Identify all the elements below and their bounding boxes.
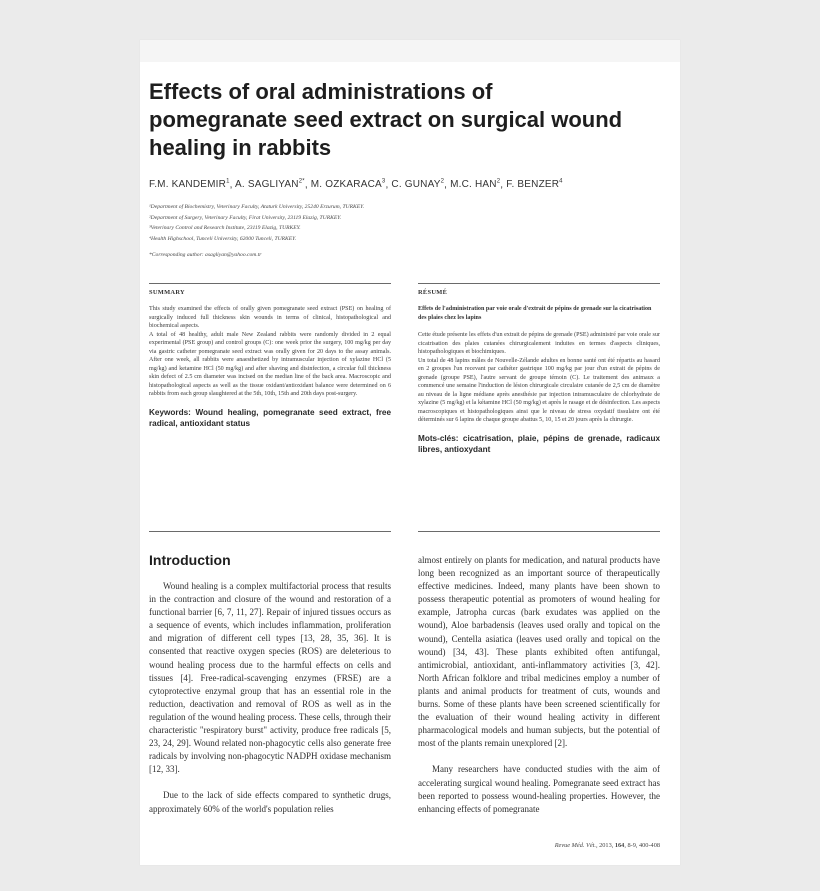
journal-name: Revue Méd. Vét. [554, 842, 596, 849]
keywords-list: Wound healing, pomegranate seed extract, free radical, antioxidant status [149, 407, 391, 428]
resume-paragraph: Un total de 48 lapins mâles de Nouvelle-Zélande adultes en bonne santé ont été répartis au hasard en 2 groupes l'un recevant par cathéter gastrique 100 mg/kg par jour d'un extrait de pépins de grenade (groupe PSE), l'autre servant de groupe témoin (C). Le traitement des animaux a commencé une semaine l'induction de lésion chirurgicale circulaire cutanée de 2,5 cm de diamètre au niveau de la ligne médiane après anesthésie par injection intramusculaire de chlorhydrate de xylazine (5 mg/kg) et la kétamine HCl (50 mg/kg) et après le rasage et de désinfection. Les aspects macroscopiques et histopathologiques ainsi que le niveau de stress oxydatif tissulaire ont été déterminés sur 6 lapins de chaque groupe abattus 5, 10, 15 et 20 jours après la chirurgie. [418, 357, 660, 423]
author: C. GUNAY$^2$ [391, 179, 445, 191]
resume-top-rule [418, 283, 660, 284]
affiliation: ¹Department of Biochemistry, Veterinary Faculty, Ataturk University, 25240 Erzurum, TURKEY. [149, 204, 365, 210]
paper-title: Effects of oral administrations of pomegranate seed extract on surgical wound healing in rabbits [149, 79, 623, 160]
mots-cles-list: cicatrisation, plaie, pépins de grenade, radicaux libres, antioxydant [418, 433, 660, 454]
page-top-strip [140, 40, 680, 62]
summary-top-rule [149, 283, 391, 284]
introduction-right-column [418, 554, 660, 816]
summary-paragraph: This study examined the effects of orally given pomegranate seed extract (PSE) on healing of surgically induced full thickness skin wounds in terms of clinical, histopathological and biochemical aspects. [149, 306, 391, 329]
affiliation: ³Veterinary Control and Research Institute, 23119 Elazig, TURKEY. [149, 225, 301, 231]
summary-heading: SUMMARY [149, 289, 185, 296]
author-list: F.M. KANDEMIR$^1$, A. $SAGLIYAN^{2*}$, M. OZKARACA$^3$, C. GUNAY$^2$, M.C. HAN$^2$, F. BENZER$^4$ [149, 179, 563, 191]
resume-keywords [418, 433, 660, 456]
author: A. $SAGLIYAN^{2*}$ [235, 179, 305, 191]
corresponding-author: *Corresponding author: asagliyan@yahoo.com.tr [149, 252, 262, 258]
paper-page [140, 40, 680, 865]
summary-keywords [149, 407, 391, 430]
resume-paragraph: Cette étude présente les effets d'un extrait de pépins de grenade (PSE) administré par voie orale sur cicatrisation des plaies cutanées chirurgicalement induites en termes d'aspects cliniques, histopathologiques et biochimiques. [418, 332, 660, 355]
summary-section [149, 289, 391, 430]
author: M. OZKARACA$^3$ [310, 179, 386, 191]
journal-footer: Revue Méd. Vét., 2013, 164, 8-9, 400-408 [554, 842, 660, 849]
mots-cles-label: Mots-clés: [418, 433, 459, 443]
journal-volume: 164 [614, 842, 625, 849]
introduction-heading: Introduction [149, 552, 231, 568]
affiliation: ⁴Health Highschool, Tunceli University, 62000 Tunceli, TURKEY. [149, 235, 297, 242]
affiliation-list [149, 202, 569, 244]
author: F. BENZER$^4$ [506, 179, 563, 191]
affiliation: ²Department of Surgery, Veterinary Faculty, Firat University, 23119 Elazig, TURKEY. [149, 214, 342, 221]
body-paragraph: Wound healing is a complex multifactorial process that results in the contraction and closure of the wound and restoration of a functional barrier [6, 7, 11, 27]. Repair of injured tissues occurs as a sequence of events, which includes inflammation, proliferation and migration of different cell types [13, 28, 35, 36]. It is consented that reactive oxygen species (ROS) are deleterious to wound healing process due to the harmful effects on cells and tissues [4]. Free-radical-scavenging enzymes (FRSE) are a cytoprotective enzymal group that has an essential role in the reduction, deactivation and removal of ROS as well as in the regulation of the wound healing process. These cells, through their characteristic "respiratory burst" activity, produce free radicals [5, 23, 24, 29]. Wound related non-phagocytic cells also generate free radicals by involving non-phagocytic NADPH oxidase mechanism [12, 33]. [149, 581, 391, 775]
summary-bottom-rule [149, 531, 391, 532]
resume-heading: RÉSUMÉ [418, 289, 448, 296]
body-paragraph: Many researchers have conducted studies with the aim of accelerating surgical wound healing. Pomegranate seed extract has been reported to possess wound-healing properties. However, the enhancing effects of pomegranate [418, 764, 660, 814]
body-paragraph: Due to the lack of side effects compared to synthetic drugs, approximately 60% of the world's population relies [149, 790, 391, 814]
introduction-left-column [149, 580, 391, 816]
resume-section [418, 289, 660, 456]
author: M.C. HAN$^2$ [450, 179, 501, 191]
keywords-label: Keywords: [149, 407, 191, 417]
resume-bottom-rule [418, 531, 660, 532]
resume-title: Effets de l'administration par voie orale d'extrait de pépins de grenade sur la cicatrisation des plaies chez les lapins [418, 306, 652, 321]
body-paragraph: almost entirely on plants for medication, and natural products have long been recognized as an important source of therapeutically effective medicines. Indeed, many plants have been shown to possess therapeutic potential as promoters of wound healing for example, Jatropha curcas (bark exudates was applied on the wound), Aloe barbadensis (leaves used orally and topical on the wound), Centella asiatica (leaves used orally and topical on the wound) [34, 43]. These plants exhibited often antifungal, antimicrobial, antioxidant, anti-inflammatory activities [3, 42]. North African folklore and tribal medicines employ a number of plants and animal products for treatment of cuts, wounds and burns. Some of these plants have been screened scientifically for the evaluation of their wound healing activity in different pharmacological models and human subjects, but the potential of most of the plants remain unexplored [2]. [418, 555, 660, 749]
author: F.M. KANDEMIR$^1$ [149, 179, 230, 191]
summary-paragraph: A total of 48 healthy, adult male New Zealand rabbits were randomly divided in 2 equal experimental (PSE group) and control groups (C): one week prior the surgery, 100 mg/kg per day via gastric catheter pomegranate seed extract was orally given for 20 days to the assay animals. After one week, all rabbits were anaesthetized by intramuscular injection of xylazine HCl (5 mg/kg) and ketamine HCl (50 mg/kg) and after shaving and disinfection, a circular full thickness skin defect of 2.5 cm diameter was incised on the median line of the back area. Macroscopic and histopathological aspects as well as the tissue oxidant/antioxidant balance were determined on 6 rabbits from each group slaughtered at the 5th, 10th, 15th and 20th days post-surgery. [149, 331, 391, 397]
